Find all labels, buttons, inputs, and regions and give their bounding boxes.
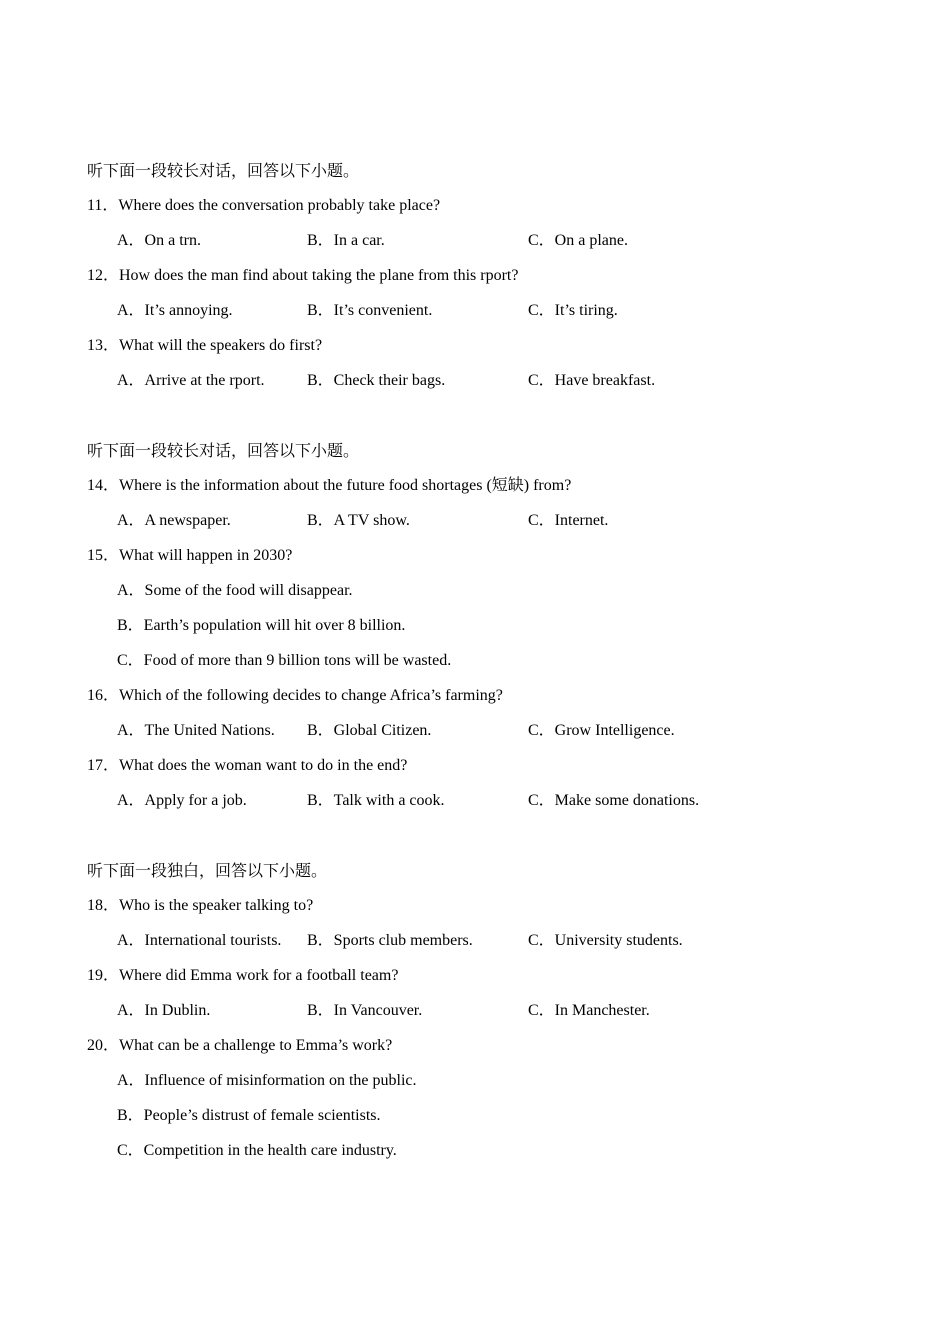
option-b: B．Sports club members. xyxy=(307,932,473,949)
question-19: 19．Where did Emma work for a football team? xyxy=(87,967,399,984)
option-a: A．International tourists. xyxy=(117,932,282,949)
question-11: 11．Where does the conversation probably take place? xyxy=(87,197,441,214)
option-b: B．In a car. xyxy=(307,232,385,249)
option-b: B．Check their bags. xyxy=(307,372,446,389)
question-20: 20．What can be a challenge to Emma’s work? xyxy=(87,1037,393,1054)
option-c: C．Make some donations. xyxy=(528,792,700,809)
option-a: A．In Dublin. xyxy=(117,1002,211,1019)
option-c: C．Internet. xyxy=(528,512,609,529)
option-a: A．Arrive at the rport. xyxy=(117,372,265,389)
option-a: A．The United Nations. xyxy=(117,722,275,739)
option-b: B．Talk with a cook. xyxy=(307,792,445,809)
option-b: B．Earth’s population will hit over 8 billion. xyxy=(117,617,406,634)
option-a: A．Some of the food will disappear. xyxy=(117,582,353,599)
option-b: B．It’s convenient. xyxy=(307,302,433,319)
option-a: A．Influence of misinformation on the public. xyxy=(117,1072,417,1089)
option-c: C．It’s tiring. xyxy=(528,302,618,319)
option-c: C．University students. xyxy=(528,932,683,949)
question-17: 17．What does the woman want to do in the end? xyxy=(87,757,408,774)
option-a: A．It’s annoying. xyxy=(117,302,233,319)
option-b: B．People’s distrust of female scientists. xyxy=(117,1107,381,1124)
option-c: C．Grow Intelligence. xyxy=(528,722,675,739)
question-14: 14．Where is the information about the future food shortages (短缺) from? xyxy=(87,477,572,494)
option-b: B．Global Citizen. xyxy=(307,722,432,739)
option-c: C．Food of more than 9 billion tons will be wasted. xyxy=(117,652,452,669)
option-a: A．A newspaper. xyxy=(117,512,231,529)
option-a: A．On a trn. xyxy=(117,232,201,249)
question-18: 18．Who is the speaker talking to? xyxy=(87,897,314,914)
option-b: B．In Vancouver. xyxy=(307,1002,423,1019)
option-a: A．Apply for a job. xyxy=(117,792,247,809)
option-c: C．On a plane. xyxy=(528,232,628,249)
question-16: 16．Which of the following decides to change Africa’s farming? xyxy=(87,687,503,704)
option-c: C．Competition in the health care industry. xyxy=(117,1142,397,1159)
question-13: 13．What will the speakers do first? xyxy=(87,337,323,354)
section-heading: 听下面一段较长对话，回答以下小题。 xyxy=(87,163,360,180)
section-heading: 听下面一段较长对话，回答以下小题。 xyxy=(87,443,360,460)
question-12: 12．How does the man find about taking the plane from this rport? xyxy=(87,267,519,284)
option-c: C．In Manchester. xyxy=(528,1002,650,1019)
option-c: C．Have breakfast. xyxy=(528,372,656,389)
section-heading: 听下面一段独白，回答以下小题。 xyxy=(87,863,328,880)
option-b: B．A TV show. xyxy=(307,512,410,529)
question-15: 15．What will happen in 2030? xyxy=(87,547,293,564)
